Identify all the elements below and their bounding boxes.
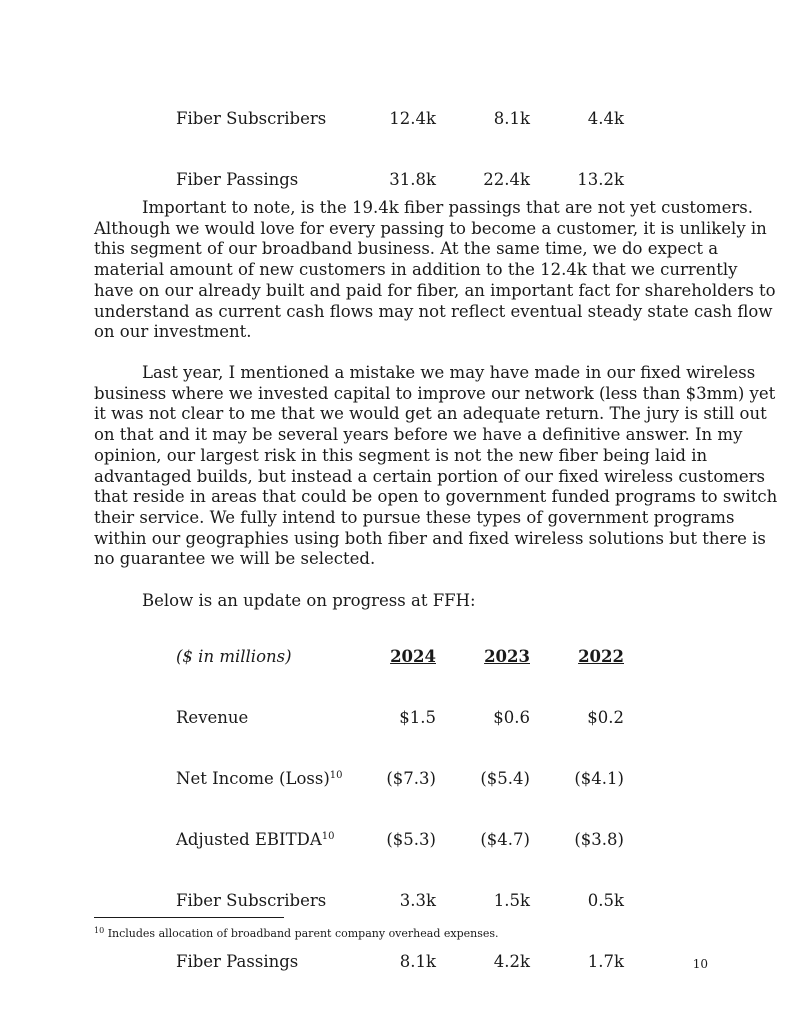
row-label-text: Net Income (Loss)	[176, 769, 330, 788]
paragraph-fiber-passings	[94, 198, 776, 343]
row-label-text: Fiber Subscribers	[176, 891, 327, 910]
row-label: Fiber Passings	[176, 170, 299, 189]
paragraph-ffh-intro	[94, 591, 706, 612]
table-row	[176, 109, 636, 129]
value-2024: $1.5	[399, 708, 436, 727]
text-line: have on our already built and paid for fiber, an important fact for shareholders to	[94, 280, 776, 300]
row-label	[176, 891, 326, 911]
text-line: understand as current cash flows may not reflect eventual steady state cash flow	[94, 301, 773, 321]
table-row	[176, 708, 636, 728]
value-2024: 12.4k	[389, 109, 436, 128]
value-2022: 4.4k	[587, 109, 624, 128]
fiber-metrics-table	[176, 109, 636, 189]
column-header-2022: 2022	[578, 647, 624, 666]
value-2023: ($5.4)	[480, 769, 530, 788]
text-line: business where we invested capital to improve our network (less than $3mm) yet	[94, 383, 776, 403]
footnote	[94, 927, 499, 941]
table-row	[176, 952, 636, 972]
table-header-row	[176, 647, 636, 667]
text-line: Important to note, is the 19.4k fiber passings that are not yet customers.	[142, 198, 753, 217]
row-label	[176, 830, 334, 850]
column-header-2023: 2023	[484, 647, 530, 666]
text-line: within our geographies using both fiber and fixed wireless solutions but there is	[94, 528, 766, 548]
text-line: advantaged builds, but instead a certain portion of our fixed wireless customers	[94, 466, 766, 486]
value-2024: 31.8k	[389, 170, 436, 189]
row-label	[176, 952, 298, 972]
footnote-separator	[94, 917, 284, 918]
value-2024: ($5.3)	[386, 830, 436, 849]
footnote-ref: 10	[321, 831, 335, 842]
page-number: 10	[692, 957, 708, 971]
text-line: no guarantee we will be selected.	[94, 549, 376, 569]
value-2023: 22.4k	[483, 170, 530, 189]
footnote-ref: 10	[329, 770, 343, 781]
value-2024: 8.1k	[399, 952, 436, 971]
paragraph-fixed-wireless	[94, 363, 778, 570]
table-row	[176, 769, 636, 789]
text-line: material amount of new customers in addition to the 12.4k that we currently	[94, 260, 738, 280]
value-2022: $0.2	[587, 708, 624, 727]
text-line: Although we would love for every passing to become a customer, it is unlikely in	[94, 218, 767, 238]
text-line: their service. We fully intend to pursue these types of government programs	[94, 507, 735, 527]
value-2023: 8.1k	[493, 109, 530, 128]
row-label-text: Adjusted EBITDA	[176, 830, 322, 849]
value-2023: 4.2k	[493, 952, 530, 971]
value-2024: ($7.3)	[386, 769, 436, 788]
table-row	[176, 170, 636, 190]
value-2022: 0.5k	[587, 891, 624, 910]
value-2023: $0.6	[493, 708, 530, 727]
value-2022: ($4.1)	[574, 769, 624, 788]
text-line: on our investment.	[94, 322, 252, 342]
footnote-text: Includes allocation of broadband parent company overhead expenses.	[107, 927, 499, 940]
row-label-text: Fiber Passings	[176, 952, 299, 971]
text-line: that reside in areas that could be open to government funded programs to switch	[94, 487, 778, 507]
column-header-2024: 2024	[390, 647, 436, 666]
value-2022: 1.7k	[587, 952, 624, 971]
value-2022: ($3.8)	[574, 830, 624, 849]
value-2024: 3.3k	[399, 891, 436, 910]
footnote-number: 10	[94, 926, 105, 935]
row-label-text: Revenue	[176, 708, 249, 727]
value-2023: 1.5k	[493, 891, 530, 910]
value-2023: ($4.7)	[480, 830, 530, 849]
text-line: on that and it may be several years before we have a definitive answer. In my	[94, 425, 743, 445]
text-line: opinion, our largest risk in this segment is not the new fiber being laid in	[94, 445, 708, 465]
text-line: it was not clear to me that we would get an adequate return. The jury is still out	[94, 404, 767, 424]
text-line: Last year, I mentioned a mistake we may have made in our fixed wireless	[142, 363, 756, 382]
row-label	[176, 708, 248, 728]
unit-label: ($ in millions)	[176, 647, 292, 666]
text-line: Below is an update on progress at FFH:	[142, 591, 476, 610]
table-row	[176, 891, 636, 911]
table-row	[176, 830, 636, 850]
row-label	[176, 769, 343, 789]
text-line: this segment of our broadband business. At the same time, we do expect a	[94, 239, 719, 259]
value-2022: 13.2k	[577, 170, 624, 189]
row-label: Fiber Subscribers	[176, 109, 327, 128]
